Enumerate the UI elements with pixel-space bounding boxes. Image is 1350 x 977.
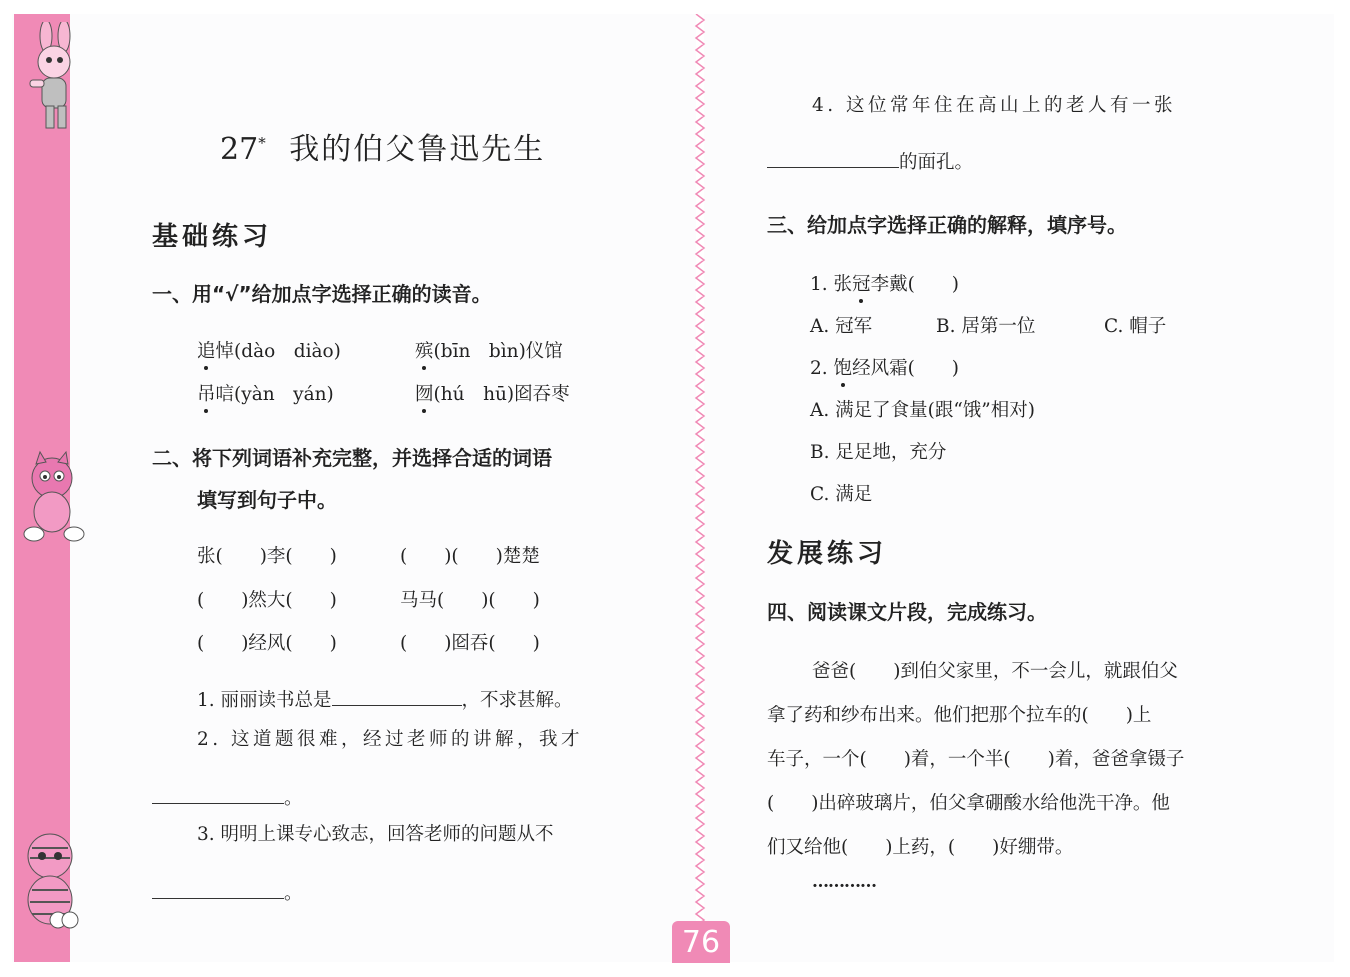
q2-sentence-1-end: ，不求甚解。 xyxy=(461,690,573,711)
q2-fill-6: ( )囵吞( ) xyxy=(400,633,540,654)
q1-item-4 xyxy=(415,380,570,406)
q2-heading-line1: 二、将下列词语补充完整，并选择合适的词语 xyxy=(152,446,552,470)
q2-sentence-2-tail xyxy=(152,784,303,810)
q3-item-2-option-a: A. 满足了食量(跟“饿”相对) xyxy=(810,400,1035,421)
q1-item-4-pinyin: (hú hū)囵吞枣 xyxy=(433,384,570,405)
q4-line-3: 车子，一个( )着，一个半( )着，爸爸拿镊子 xyxy=(767,749,1185,770)
section-develop-practice: 发展练习 xyxy=(767,539,888,569)
q3-item-2-end: 经风霜( ) xyxy=(852,358,959,379)
q4-line-4: ( )出碎玻璃片，伯父拿硼酸水给他洗干净。他 xyxy=(767,793,1170,814)
dotted-char: 吊 xyxy=(197,380,216,406)
q3-item-2 xyxy=(810,354,959,380)
q4-heading: 四、阅读课文片段，完成练习。 xyxy=(767,600,1047,624)
cat-mascot-icon xyxy=(14,450,90,546)
q3-item-2-start: 2. xyxy=(810,358,834,379)
answer-blank[interactable] xyxy=(332,687,462,706)
tiger-mascot-icon xyxy=(14,826,94,930)
q3-item-2-option-b: B. 足足地，充分 xyxy=(810,442,947,463)
q4-line-2: 拿了药和纱布出来。他们把那个拉车的( )上 xyxy=(767,705,1152,726)
dotted-char: 饱 xyxy=(834,354,853,380)
q1-item-1-pinyin: (dào diào) xyxy=(234,341,341,362)
q4-line-5: 们又给他( )上药，( )好绷带。 xyxy=(767,837,1074,858)
section-basic-practice: 基础练习 xyxy=(152,222,273,252)
q2-fill-3: ( )然大( ) xyxy=(197,590,337,611)
q1-item-3 xyxy=(197,380,334,406)
q2-sentence-3: 3. 明明上课专心致志，回答老师的问题从不 xyxy=(197,824,554,845)
q2-fill-4: 马马( )( ) xyxy=(400,590,540,611)
lesson-number: 27 xyxy=(220,132,259,167)
q4-ellipsis: ………… xyxy=(812,872,876,892)
q2-heading-line2: 填写到句子中。 xyxy=(197,488,337,512)
q2-sentence-4: 4. 这位常年住在高山上的老人有一张 xyxy=(812,95,1177,116)
lesson-title xyxy=(220,124,545,168)
q3-item-1-start: 1. 张 xyxy=(810,274,853,295)
q2-sentence-1-start: 1. 丽丽读书总是 xyxy=(197,690,332,711)
q2-sentence-2: 2. 这道题很难，经过老师的讲解，我才 xyxy=(197,729,584,750)
dotted-char: 殡 xyxy=(415,337,434,363)
rabbit-mascot-icon xyxy=(16,22,88,132)
page-number: 76 xyxy=(672,921,730,963)
dotted-char: 追 xyxy=(197,337,216,363)
dotted-char: 冠 xyxy=(852,270,871,296)
q2-sentence-4-end: 的面孔。 xyxy=(899,152,974,173)
q3-item-1-option-a: A. 冠军 xyxy=(810,316,873,337)
q2-fill-2: ( )( )楚楚 xyxy=(400,546,540,567)
q4-line-1: 爸爸( )到伯父家里，不一会儿，就跟伯父 xyxy=(812,661,1178,682)
q3-heading: 三、给加点字选择正确的解释，填序号。 xyxy=(767,213,1127,237)
gutter-zigzag xyxy=(692,14,708,962)
q2-sentence-4-tail xyxy=(767,148,973,174)
q3-item-2-option-c: C. 满足 xyxy=(810,484,873,505)
q2-fill-1: 张( )李( ) xyxy=(197,546,337,567)
q3-item-1-option-c: C. 帽子 xyxy=(1104,316,1167,337)
q2-sentence-2-end: 。 xyxy=(284,788,303,809)
q1-item-3-rest: 唁 xyxy=(215,384,235,405)
q2-fill-5: ( )经风( ) xyxy=(197,633,337,654)
lesson-star: * xyxy=(258,134,266,152)
q2-sentence-3-end: 。 xyxy=(284,883,303,904)
q3-item-1-option-b: B. 居第一位 xyxy=(936,316,1036,337)
dotted-char: 囫 xyxy=(415,380,434,406)
q3-item-1-end: 李戴( ) xyxy=(870,274,959,295)
q1-item-1 xyxy=(197,337,341,363)
answer-blank[interactable] xyxy=(152,880,284,899)
q1-item-2-pinyin: (bīn bìn)仪馆 xyxy=(433,341,563,362)
q1-item-3-pinyin: (yàn yán) xyxy=(234,384,334,405)
answer-blank[interactable] xyxy=(767,149,899,168)
q2-sentence-1 xyxy=(197,686,573,712)
answer-blank[interactable] xyxy=(152,785,284,804)
lesson-title-text: 我的伯父鲁迅先生 xyxy=(289,132,546,167)
q3-item-1 xyxy=(810,270,959,296)
q2-sentence-3-tail xyxy=(152,879,303,905)
q1-item-1-rest: 悼 xyxy=(215,341,235,362)
q1-heading: 一、用“√”给加点字选择正确的读音。 xyxy=(152,282,492,306)
q1-item-2 xyxy=(415,337,563,363)
